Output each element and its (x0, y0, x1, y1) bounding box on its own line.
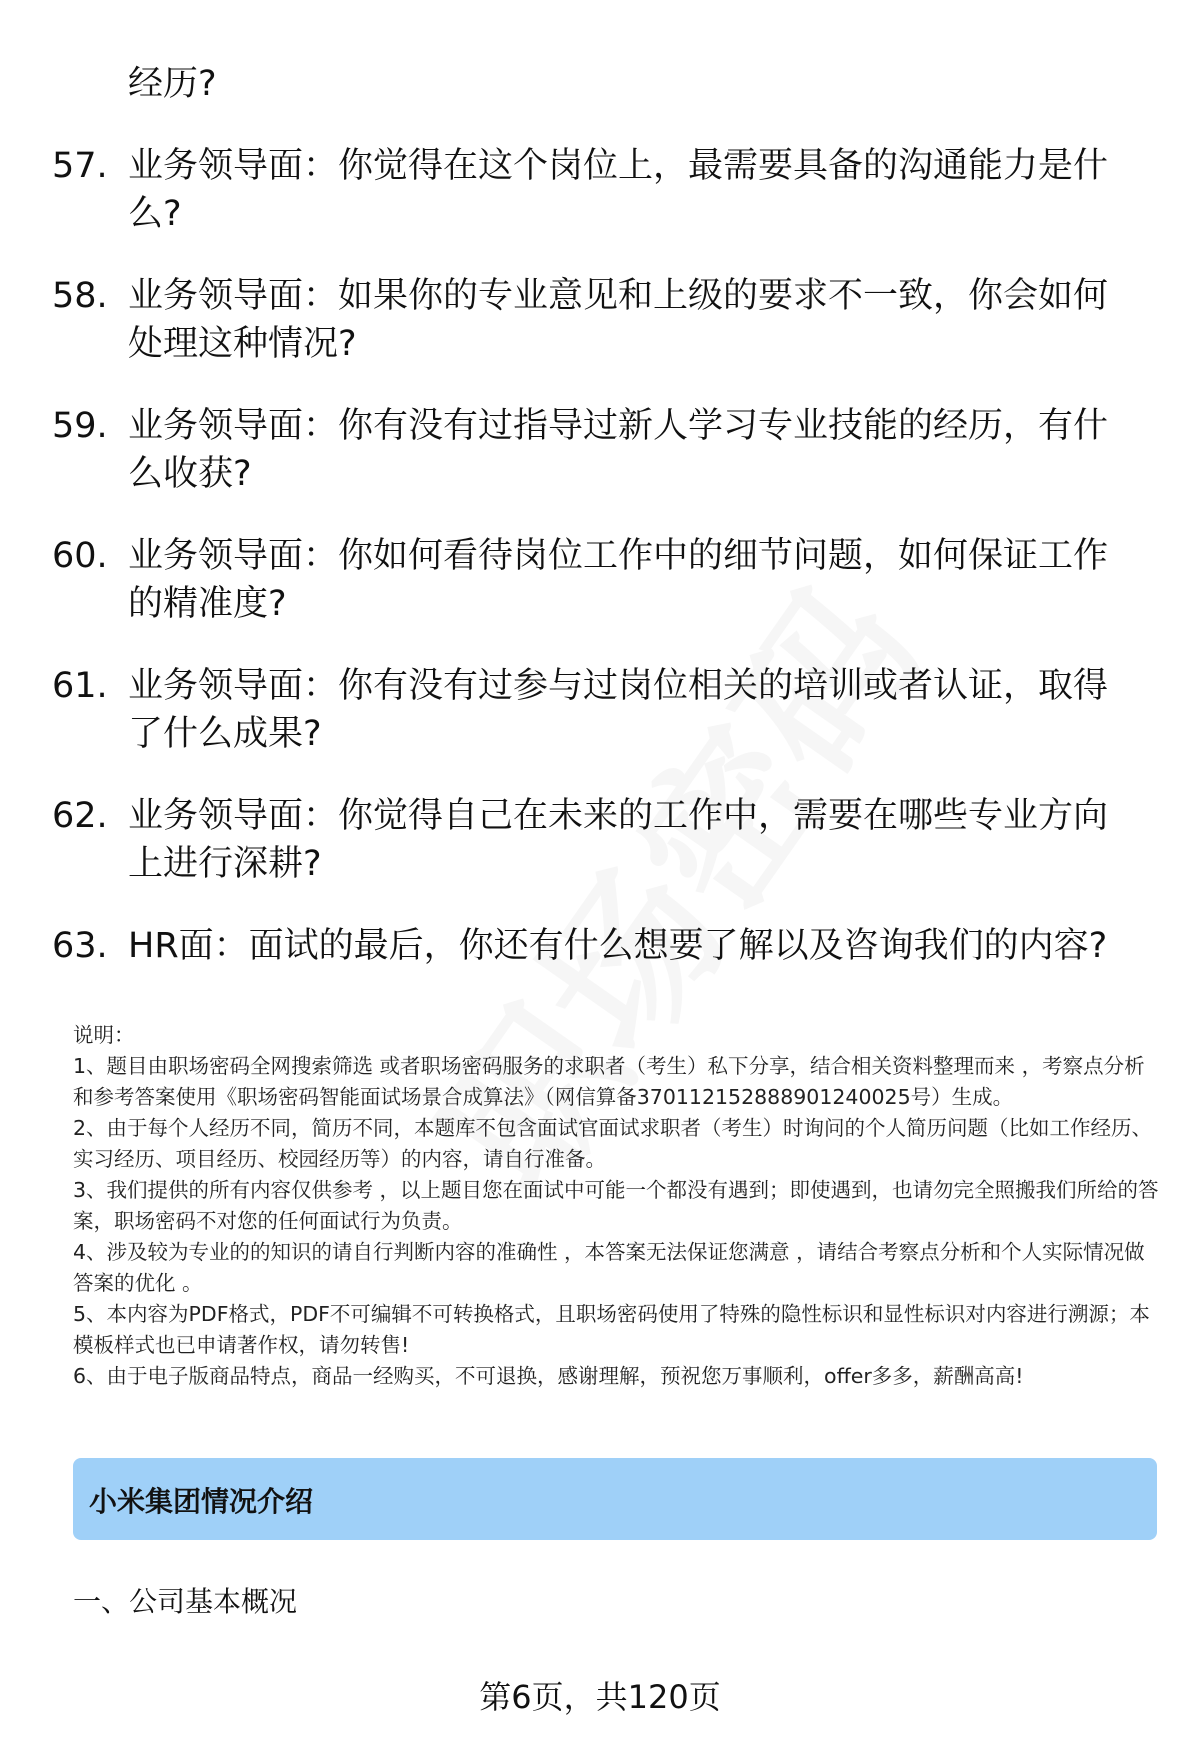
note-item: 2、由于每个人经历不同，简历不同，本题库不包含面试官面试求职者（考生）时询问的个人简历问题（比如工作经历、实习经历、项目经历、校园经历等）的内容，请自行准备。 (73, 1116, 1153, 1171)
note-item: 4、涉及较为专业的的知识的请自行判断内容的准确性 ，本答案无法保证您满意 ，请结合考察点分析和个人实际情况做答案的优化 。 (73, 1240, 1145, 1295)
notes-title: 说明： (73, 1023, 135, 1047)
question-number: 58. (52, 276, 108, 316)
subsection-heading: 一、公司基本概况 (73, 1585, 298, 1618)
section-header-bar (73, 1458, 1157, 1540)
note-item: 3、我们提供的所有内容仅供参考 ，以上题目您在面试中可能一个都没有遇到；即使遇到，也请勿完全照搬我们所给的答案，职场密码不对您的任何面试行为负责。 (73, 1178, 1159, 1233)
question-number: 62. (52, 796, 108, 836)
continuation-text: 经历? (128, 64, 217, 104)
section-title: 小米集团情况介绍 (89, 1485, 314, 1518)
question-text: 业务领导面：你有没有过参与过岗位相关的培训或者认证，取得了什么成果? (128, 666, 1109, 754)
question-text: 业务领导面：你如何看待岗位工作中的细节问题，如何保证工作的精准度? (128, 536, 1109, 624)
page-number: 第6页，共120页 (479, 1678, 721, 1716)
question-text: HR面：面试的最后，你还有什么想要了解以及咨询我们的内容? (128, 926, 1108, 966)
question-number: 61. (52, 666, 108, 706)
question-text: 业务领导面：你有没有过指导过新人学习专业技能的经历，有什么收获? (128, 406, 1109, 494)
question-text: 业务领导面：你觉得自己在未来的工作中，需要在哪些专业方向上进行深耕? (128, 796, 1109, 884)
note-item: 6、由于电子版商品特点，商品一经购买，不可退换，感谢理解，预祝您万事顺利，offer多多，薪酬高高! (73, 1364, 1024, 1388)
question-number: 57. (52, 146, 108, 186)
note-item: 5、本内容为PDF格式，PDF不可编辑不可转换格式，且职场密码使用了特殊的隐性标识和显性标识对内容进行溯源；本模板样式也已申请著作权，请勿转售! (73, 1302, 1150, 1357)
question-number: 63. (52, 926, 108, 966)
question-text: 业务领导面：你觉得在这个岗位上，最需要具备的沟通能力是什么? (128, 146, 1109, 234)
note-item: 1、题目由职场密码全网搜索筛选 或者职场密码服务的求职者（考生）私下分享，结合相关资料整理而来 ，考察点分析和参考答案使用《职场密码智能面试场景合成算法》（网信算备370112152888901240025号）生成。 (73, 1054, 1145, 1109)
question-text: 业务领导面：如果你的专业意见和上级的要求不一致，你会如何处理这种情况? (128, 276, 1109, 364)
notes-section (73, 1020, 1163, 1392)
question-number: 60. (52, 536, 108, 576)
question-number: 59. (52, 406, 108, 446)
